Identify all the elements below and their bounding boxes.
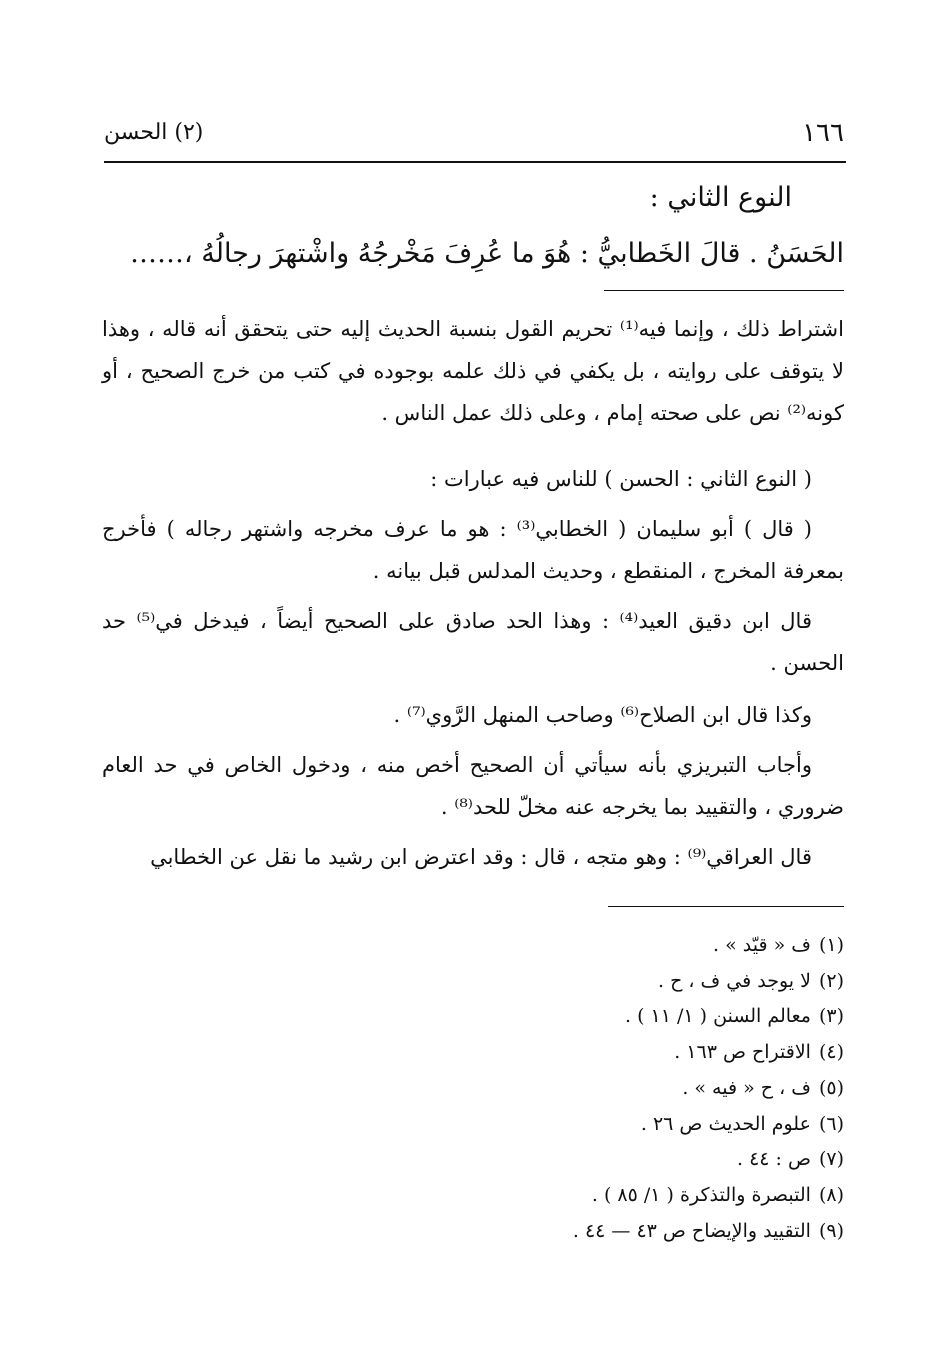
footnote [102,964,844,1000]
paragraph: ( قال ) أبو سليمان ( الخطابي⁽³⁾ : هو ما عرف مخرجه واشتهر رجاله ) فأخرج بمعرفة المخرج ، المنقطع ، وحديث المدلس قبل بيانه . [102,517,844,583]
footnote-text: التبصرة والتذكرة ( ١/ ٨٥ ) . [591,1183,811,1206]
paragraph: ( النوع الثاني : الحسن ) للناس فيه عبارات : [430,467,812,491]
paragraph: وأجاب التبريزي بأنه سيأتي أن الصحيح أخص منه ، ودخول الخاص في حد العام ضروري ، والتقييد بما يخرجه عنه مخلّ للحد⁽⁸⁾ . [102,753,844,819]
footnote-number: (٩) [818,1219,844,1242]
header-rule [104,161,846,163]
footnote [102,928,844,964]
footnote [102,1071,844,1107]
footnote-number: (٦) [818,1112,844,1135]
page-number: ١٦٦ [802,118,844,148]
footnote-text: ف « قيّد » . [713,934,811,956]
footnote [102,1178,844,1214]
matn-rule [604,290,844,291]
paragraph: وكذا قال ابن الصلاح⁽⁶⁾ وصاحب المنهل الرَّوي⁽⁷⁾ . [393,703,812,727]
footnote-number: (٥) [818,1076,844,1099]
footnote-text: التقييد والإيضاح ص ٤٣ — ٤٤ . [572,1219,811,1242]
footnote-number: (١) [818,934,844,956]
matn-text: الحَسَنُ . قالَ الخَطابيُّ : هُوَ ما عُرِفَ مَخْرجُهُ واشْتهرَ رجالُهُ ،…… [129,238,844,269]
footnote [102,1214,844,1250]
footnote-text: ف ، ح « فيه » . [682,1076,811,1099]
footnote [102,999,844,1035]
footnote-number: (٧) [818,1148,844,1171]
footnote-number: (٣) [818,1005,844,1028]
footnote [102,1035,844,1071]
footnote-text: ص : ٤٤ . [736,1148,811,1171]
footnote-number: (٢) [818,969,844,992]
footnotes [102,928,844,1249]
paragraph: اشتراط ذلك ، وإنما فيه⁽¹⁾ تحريم القول بنسبة الحديث إليه حتى يتحقق أنه قاله ، وهذا لا يتوقف على روايته ، بل يكفي في ذلك علمه بوجوده في كتب من خرج الصحيح ، أو كونه⁽²⁾ نص على صحته إمام ، وعلى ذلك عمل الناس . [102,317,844,425]
footnote-number: (٨) [818,1183,844,1206]
footnote-text: الاقتراح ص ١٦٣ . [674,1041,811,1064]
footnote [102,1107,844,1143]
footnote-text: علوم الحديث ص ٢٦ . [640,1112,811,1135]
footnote-number: (٤) [818,1041,844,1064]
paragraph: قال ابن دقيق العيد⁽⁴⁾ : وهذا الحد صادق على الصحيح أيضاً ، فيدخل في⁽⁵⁾ حد الحسن . [102,609,844,675]
footnote-rule [608,906,844,907]
running-header [104,118,844,160]
matn-heading: النوع الثاني : [649,182,792,213]
footnote [102,1142,844,1178]
section-title: (٢) الحسن [104,120,204,145]
footnote-text: لا يوجد في ف ، ح . [657,969,811,992]
footnote-text: معالم السنن ( ١/ ١١ ) . [625,1005,811,1028]
paragraph: قال العراقي⁽⁹⁾ : وهو متجه ، قال : وقد اعترض ابن رشيد ما نقل عن الخطابي [150,845,812,869]
